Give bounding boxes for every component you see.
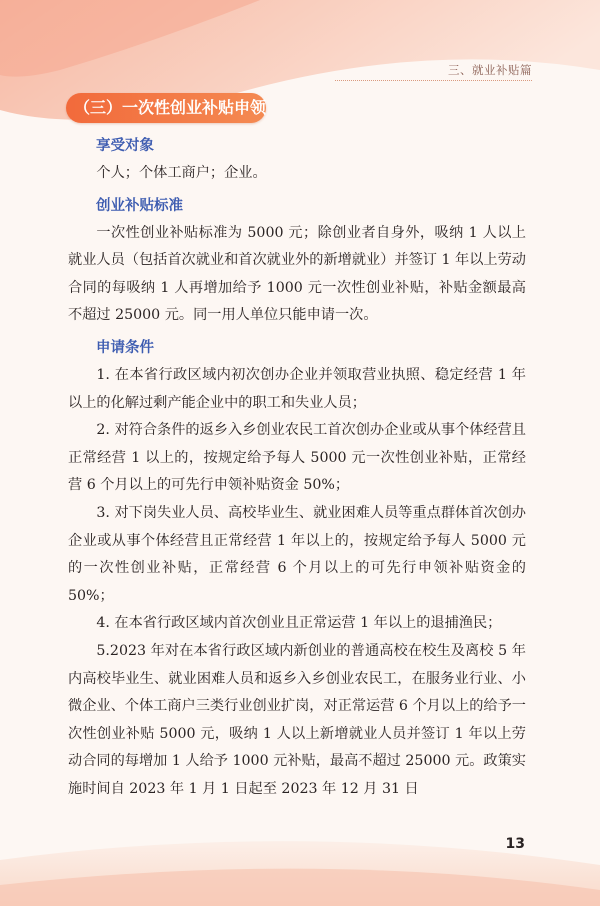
chapter-label: 三、就业补贴篇 bbox=[448, 63, 532, 77]
page-number: 13 bbox=[505, 836, 525, 852]
condition-item: 5.2023 年对在本省行政区域内新创业的普通高校在校生及离校 5 年内高校毕业生、就业困难人员和返乡入乡创业农民工，在服务业行业、小微企业、个体工商户三类行业创业扩岗，对正常运营 6 个月以上的给予一次性创业补贴 5000 元，吸纳 1 人以上新增就业人员并签订 1 年以上劳动合同的每增加 1 人给予 1000 元补贴，最高不超过 25000 元。政策实施时间自 2023 年 1 月 1 日起至 2023 年 12 月 31 日 bbox=[68, 642, 526, 797]
condition-item: 2. 对符合条件的返乡入乡创业农民工首次创办企业或从事个体经营且正常经营 1 以上的，按规定给予每人 5000 元一次性创业补贴，正常经营 6 个月以上的可先行申领补贴资金 50%； bbox=[68, 422, 526, 494]
conditions-heading: 申请条件 bbox=[96, 339, 154, 356]
section-title: （三）一次性创业补贴申领 bbox=[66, 93, 266, 123]
condition-item: 3. 对下岗失业人员、高校毕业生、就业困难人员等重点群体首次创办企业或从事个体经营且正常经营 1 年以上的，按规定给予每人 5000 元的一次性创业补贴，正常经营 6 个月以上的可先行申领补贴资金的 50%； bbox=[68, 504, 526, 604]
standard-heading: 创业补贴标准 bbox=[96, 197, 183, 214]
document-body bbox=[68, 132, 526, 803]
header-divider bbox=[335, 80, 532, 81]
condition-item: 4. 在本省行政区域内首次创业且正常运营 1 年以上的退捕渔民； bbox=[96, 615, 502, 632]
standard-text: 一次性创业补贴标准为 5000 元；除创业者自身外，吸纳 1 人以上就业人员（包括首次就业和首次就业外的新增就业）并签订 1 年以上劳动合同的每吸纳 1 人再增加给予 1000 元一次性创业补贴，补贴金额最高不超过 25000 元。同一用人单位只能申请一次。 bbox=[68, 224, 526, 324]
beneficiaries-heading: 享受对象 bbox=[96, 138, 154, 154]
beneficiaries-text: 个人；个体工商户；企业。 bbox=[96, 165, 267, 181]
condition-item: 1. 在本省行政区域内初次创办企业并领取营业执照、稳定经营 1 年以上的化解过剩产能企业中的职工和失业人员； bbox=[68, 366, 526, 411]
